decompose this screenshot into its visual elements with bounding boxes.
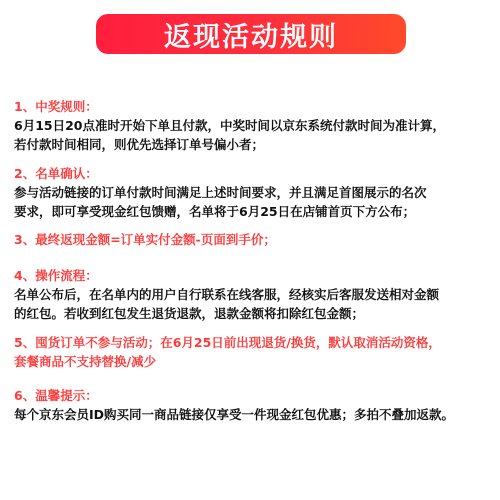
- rules-section-4: [14, 266, 490, 323]
- section-title-4: 4、操作流程：: [14, 268, 98, 283]
- rules-section-6: [14, 386, 490, 424]
- section-2-line-2: 要求，即可享受现金红包馈赠，名单将于6月25日在店铺首页下方公布；: [14, 204, 416, 219]
- section-title-5: 5、囤货订单不参与活动；在6月25日前出现退货/换货，默认取消活动资格，: [14, 335, 441, 350]
- section-4-line-2: 的红包。若收到红包发生退货退款，退款金额将扣除红包金额；: [14, 306, 365, 321]
- section-title-6: 6、温馨提示：: [14, 388, 98, 403]
- title-banner: [96, 14, 406, 54]
- section-5-line-1: 套餐商品不支持替换/减少: [14, 354, 157, 369]
- page-title: 返现活动规则: [164, 21, 338, 53]
- section-1-line-1: 6月15日20点准时开始下单且付款，中奖时间以京东系统付款时间为准计算，: [14, 118, 445, 133]
- rules-section-2: [14, 164, 490, 221]
- rules-section-1: [14, 97, 490, 154]
- section-4-line-1: 名单公布后，在名单内的用户自行联系在线客服，经核实后客服发送相对金额: [14, 287, 440, 302]
- rules-section-3: [14, 230, 490, 249]
- rules-content: [14, 97, 490, 424]
- section-title-1: 1、中奖规则：: [14, 99, 98, 114]
- rules-section-5: [14, 333, 490, 371]
- section-6-line-1: 每个京东会员ID购买同一商品链接仅享受一件现金红包优惠；多拍不叠加返款。: [14, 407, 455, 422]
- section-2-line-1: 参与活动链接的订单付款时间满足上述时间要求，并且满足首图展示的名次: [14, 185, 427, 200]
- section-title-3: 3、最终返现金额=订单实付金额-页面到手价；: [14, 232, 276, 247]
- section-1-line-2: 若付款时间相同，则优先选择订单号偏小者；: [14, 137, 265, 152]
- section-title-2: 2、名单确认：: [14, 166, 98, 181]
